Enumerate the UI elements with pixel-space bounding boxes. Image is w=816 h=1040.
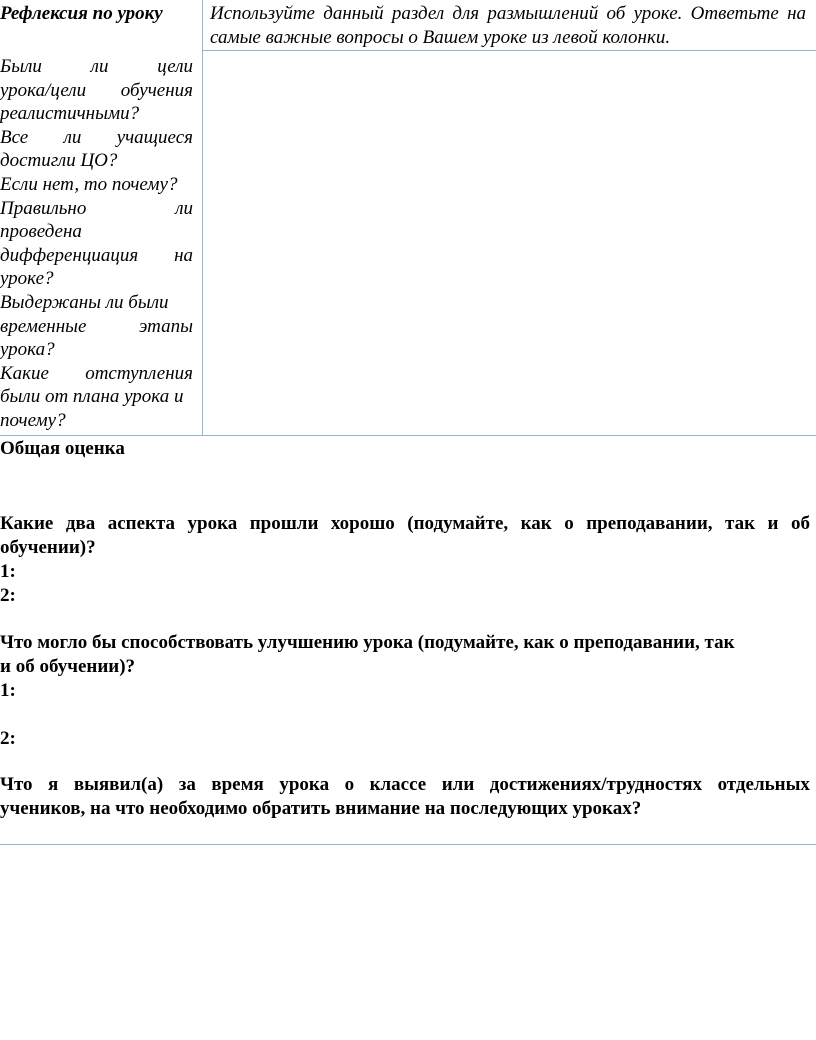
question-word: о xyxy=(564,513,574,534)
question-word: обучения xyxy=(120,79,193,101)
question-word: отдельных xyxy=(717,774,810,795)
question-line xyxy=(0,291,193,315)
question-word: урока/цели xyxy=(0,79,87,101)
question-word: Что xyxy=(0,774,33,795)
question-line xyxy=(0,102,193,126)
question-line xyxy=(0,338,193,362)
question-word: аспекта xyxy=(107,513,176,534)
question-word: Какие xyxy=(0,362,49,384)
question-word: урока xyxy=(187,513,238,534)
improvement-1: 1: xyxy=(0,680,16,701)
question-word: классе xyxy=(369,774,427,795)
question-observations xyxy=(0,773,810,821)
question-good-aspects xyxy=(0,512,810,608)
question-word: цели xyxy=(157,56,193,77)
reflection-questions xyxy=(0,55,193,433)
question-word: два xyxy=(65,513,96,534)
question-word: Если нет, то почему? xyxy=(0,173,178,195)
question-line xyxy=(0,315,193,339)
question-word: дифференциация xyxy=(0,244,139,266)
question-word: преподавании, xyxy=(586,513,713,534)
question-word: я xyxy=(48,774,59,795)
reflection-title: Рефлексия по уроку xyxy=(0,3,163,24)
question-word: учащиеся xyxy=(116,126,193,148)
question-line xyxy=(0,149,193,173)
question-line xyxy=(0,385,193,409)
question-word: достижениях/трудностях xyxy=(489,774,703,795)
question-line xyxy=(0,126,193,150)
question-word: выявил(а) xyxy=(73,774,164,795)
question-observations-line2: учеников, на что необходимо обратить внимание на последующих уроках? xyxy=(0,798,642,819)
question-word: реалистичными? xyxy=(0,103,140,125)
question-word: как xyxy=(520,513,552,534)
question-word: ли xyxy=(63,126,82,148)
question-word: достигли ЦО? xyxy=(0,150,118,172)
question-word: о xyxy=(344,774,355,795)
question-word: за xyxy=(178,774,196,795)
question-word: об xyxy=(790,513,810,534)
question-word: проведена xyxy=(0,221,82,243)
good-aspect-2: 2: xyxy=(0,585,16,606)
instruction-text: Используйте данный раздел для размышлений об уроке. Ответьте на самые важные вопросы о Вашем уроке из левой колонки. xyxy=(210,3,806,48)
question-word: на xyxy=(174,244,193,266)
overall-heading: Общая оценка xyxy=(0,438,125,459)
question-word: урока xyxy=(279,774,330,795)
question-line xyxy=(0,79,193,103)
question-line xyxy=(0,244,193,268)
question-word: Все xyxy=(0,126,29,148)
question-word: были от плана урока и xyxy=(0,386,184,408)
question-word: Были xyxy=(0,56,42,77)
question-word: почему? xyxy=(0,409,66,431)
question-line xyxy=(0,173,193,197)
good-aspect-1: 1: xyxy=(0,561,16,582)
question-word: (подумайте, xyxy=(407,513,509,534)
table-line-under-header xyxy=(202,50,816,51)
question-word: время xyxy=(211,774,264,795)
question-word: ли xyxy=(175,197,193,219)
question-improvement-line2: и об обучении)? xyxy=(0,656,136,677)
question-observations-line1 xyxy=(0,773,810,797)
table-column-divider xyxy=(202,0,203,436)
question-word: временные xyxy=(0,315,87,337)
question-good-aspects-line2: обучении)? xyxy=(0,537,96,558)
improvement-2: 2: xyxy=(0,728,16,749)
question-good-aspects-line1 xyxy=(0,512,810,536)
question-word: Правильно xyxy=(0,197,87,219)
question-word: Какие xyxy=(0,513,54,534)
section-bottom-line xyxy=(0,844,816,845)
question-line xyxy=(0,409,193,433)
question-line xyxy=(0,362,193,386)
question-word: урока? xyxy=(0,339,55,361)
question-word: Выдержаны ли были xyxy=(0,291,169,313)
question-word: отступления xyxy=(85,362,193,384)
reflection-title-cell xyxy=(0,2,188,26)
question-word: хорошо xyxy=(330,513,395,534)
question-line xyxy=(0,197,193,221)
question-word: этапы xyxy=(139,315,193,337)
question-word: так xyxy=(725,513,756,534)
question-word: уроке? xyxy=(0,268,54,290)
instruction-cell xyxy=(210,2,806,50)
question-improvement-line1: Что могло бы способствовать улучшению урока (подумайте, как о преподавании, так xyxy=(0,632,735,653)
table-bottom-line xyxy=(0,435,816,436)
question-word: ли xyxy=(90,56,109,77)
question-line xyxy=(0,55,193,79)
question-word: прошли xyxy=(249,513,319,534)
question-line xyxy=(0,220,193,244)
question-word: и xyxy=(767,513,779,534)
question-improvement xyxy=(0,631,810,751)
question-line xyxy=(0,267,193,291)
question-word: или xyxy=(441,774,475,795)
